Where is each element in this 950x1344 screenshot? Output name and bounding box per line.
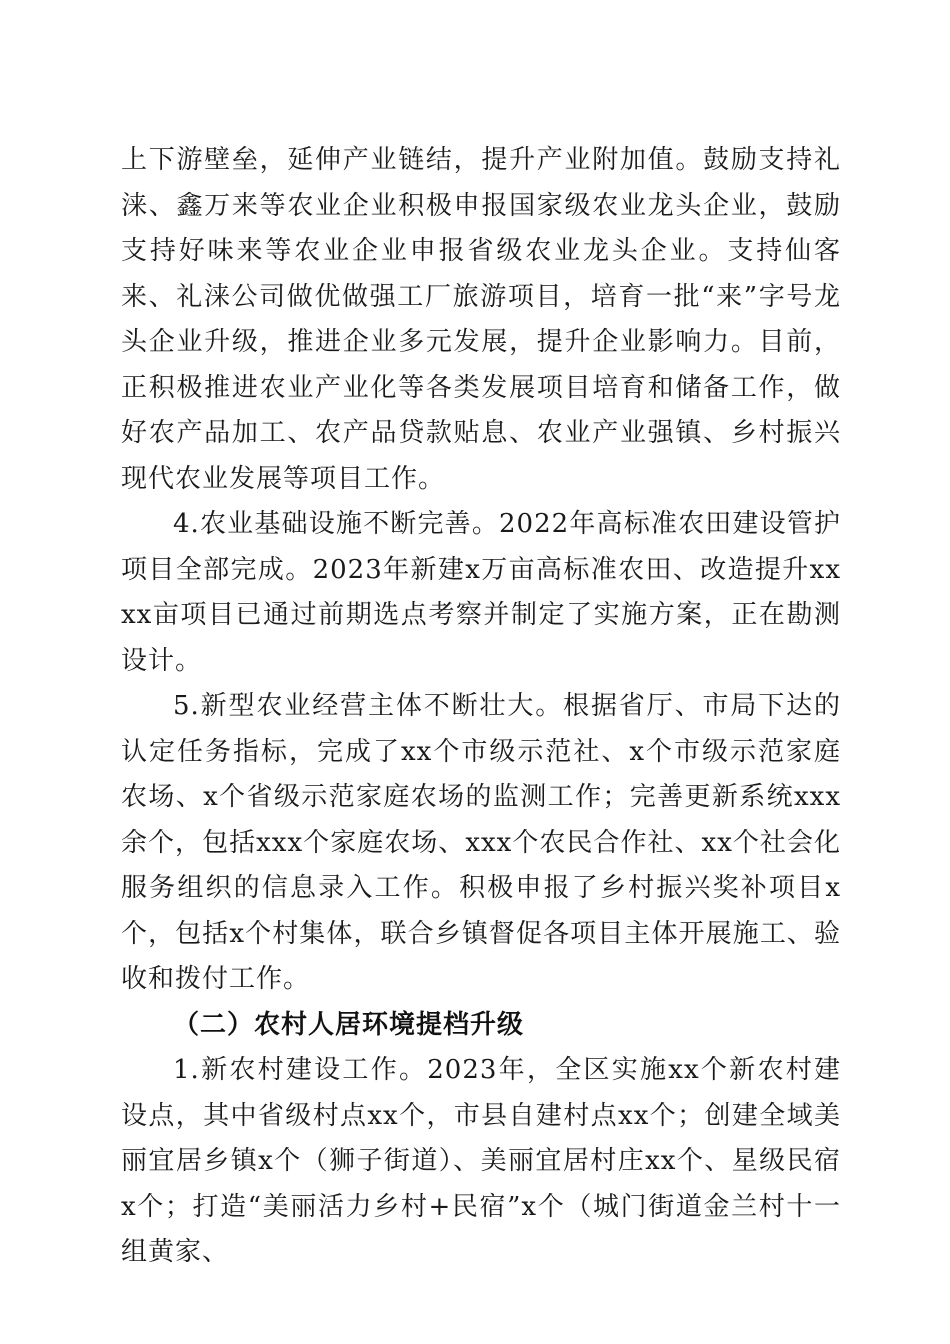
- paragraph-new-business-entities: 5.新型农业经营主体不断壮大。根据省厅、市局下达的认定任务指标，完成了xx个市级示范社、x个市级示范家庭农场、x个省级示范家庭农场的监测工作；完善更新系统xxx余个，包括xxx个家庭农场、xxx个农民合作社、xx个社会化服务组织的信息录入工作。积极申报了乡村振兴奖补项目x个，包括x个村集体，联合乡镇督促各项目主体开展施工、验收和拨付工作。: [121, 691, 841, 994]
- paragraph-infrastructure: 4.农业基础设施不断完善。2022年高标准农田建设管护项目全部完成。2023年新建x万亩高标准农田、改造提升xxxx亩项目已通过前期选点考察并制定了实施方案，正在勘测设计。: [121, 509, 841, 676]
- paragraph-industry-chain: 上下游壁垒，延伸产业链结，提升产业附加值。鼓励支持礼涞、鑫万来等农业企业积极申报国家级农业龙头企业，鼓励支持好味来等农业企业申报省级农业龙头企业。支持仙客来、礼涞公司做优做强工厂旅游项目，培育一批“来”字号龙头企业升级，推进企业多元发展，提升企业影响力。目前，正积极推进农业产业化等各类发展项目培育和储备工作，做好农产品加工、农产品贷款贴息、农业产业强镇、乡村振兴现代农业发展等项目工作。: [121, 145, 841, 494]
- paragraph-new-village-construction: 1.新农村建设工作。2023年，全区实施xx个新农村建设点，其中省级村点xx个，市县自建村点xx个；创建全域美丽宜居乡镇x个（狮子街道）、美丽宜居村庄xx个、星级民宿x个；打造“美丽活力乡村+民宿”x个（城门街道金兰村十一组黄家、: [121, 1055, 841, 1267]
- document-body: [121, 138, 841, 1276]
- section-heading-living-environment: （二）农村人居环境提档升级: [173, 1009, 525, 1040]
